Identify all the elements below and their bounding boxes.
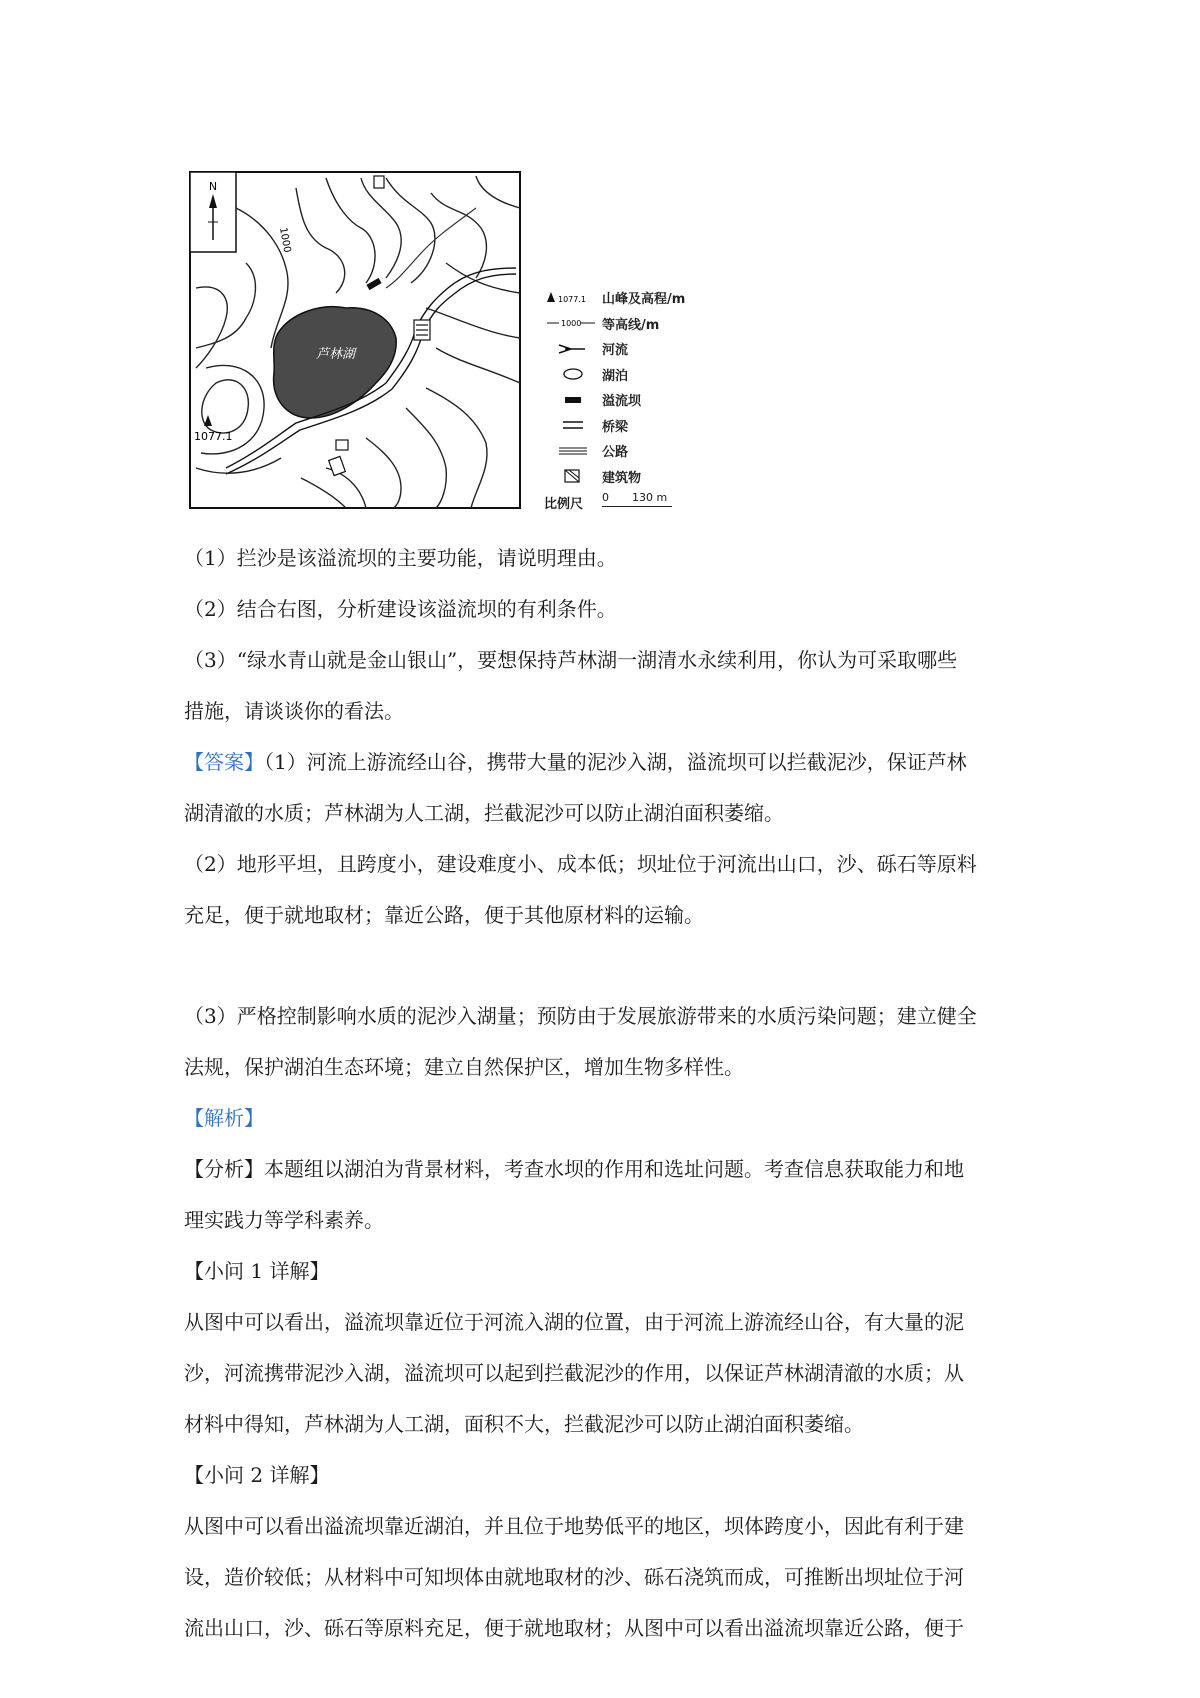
contour-symbol-icon (544, 313, 602, 333)
legend-item-bridge: 桥梁 (544, 413, 724, 439)
subquestion-1-heading: 【小问 1 详解】 (184, 1259, 330, 1283)
answer-1-line-1: 【答案】（1）河流上游流经山谷，携带大量的泥沙入湖，溢流坝可以拦截泥沙，保证芦林 (184, 750, 967, 774)
building-symbol-icon (544, 466, 602, 486)
answer-3-line-1: （3）严格控制影响水质的泥沙入湖量；预防由于发展旅游带来的水质污染问题；建立健全 (184, 1004, 977, 1028)
subquestion-2-line-3: 流出山口，沙、砾石等原料充足，便于就地取材；从图中可以看出溢流坝靠近公路，便于 (184, 1616, 964, 1640)
answer-2-line-2: 充足，便于就地取材；靠近公路，便于其他原材料的运输。 (184, 903, 704, 927)
svg-text:1000: 1000 (561, 319, 582, 329)
legend-item-dam: 溢流坝 (544, 387, 724, 413)
question-3-line-1: （3）“绿水青山就是金山银山”，要想保持芦林湖一湖清水永续利用，你认为可采取哪些 (184, 648, 958, 672)
topographic-map (186, 168, 526, 518)
question-1: （1）拦沙是该溢流坝的主要功能，请说明理由。 (184, 546, 617, 570)
lake-label: 芦林湖 (316, 347, 356, 362)
peak-label: 1077.1 (194, 430, 233, 443)
legend-item-contour: 1000 等高线/m (544, 311, 724, 337)
legend-scale: 比例尺 0 130 m (544, 489, 724, 515)
analysis-line-2: 理实践力等学科素养。 (184, 1208, 384, 1232)
subquestion-1-line-3: 材料中得知，芦林湖为人工湖，面积不大，拦截泥沙可以防止湖泊面积萎缩。 (184, 1412, 864, 1436)
analysis-line-1: 【分析】本题组以湖泊为背景材料，考查水坝的作用和选址问题。考查信息获取能力和地 (184, 1157, 964, 1181)
legend-item-river: 河流 (544, 336, 724, 362)
subquestion-2-line-1: 从图中可以看出溢流坝靠近湖泊，并且位于地势低平的地区，坝体跨度小，因此有利于建 (184, 1514, 964, 1538)
legend-item-peak: 1077.1 山峰及高程/m (544, 285, 724, 311)
answer-tag: 【答案】 (184, 750, 264, 774)
subquestion-1-line-1: 从图中可以看出，溢流坝靠近位于河流入湖的位置，由于河流上游流经山谷，有大量的泥 (184, 1310, 964, 1334)
peak-symbol-icon (544, 288, 602, 308)
answer-3-line-2: 法规，保护湖泊生态环境；建立自然保护区，增加生物多样性。 (184, 1055, 744, 1079)
svg-text:1077.1: 1077.1 (558, 294, 586, 304)
north-label: N (208, 180, 218, 193)
legend-item-road: 公路 (544, 438, 724, 464)
subquestion-2-heading: 【小问 2 详解】 (184, 1463, 330, 1487)
map-legend (544, 285, 724, 515)
question-3-line-2: 措施，请谈谈你的看法。 (184, 699, 404, 723)
lake-symbol-icon (544, 364, 602, 384)
road-symbol-icon (544, 441, 602, 461)
dam-symbol-icon (544, 390, 602, 410)
document-body (184, 533, 1029, 1654)
river-symbol-icon (544, 339, 602, 359)
analysis-tag: 【解析】 (184, 1106, 264, 1130)
question-2: （2）结合右图，分析建设该溢流坝的有利条件。 (184, 597, 617, 621)
legend-item-lake: 湖泊 (544, 362, 724, 388)
answer-2-line-1: （2）地形平坦，且跨度小，建设难度小、成本低；坝址位于河流出山口，沙、砾石等原料 (184, 852, 977, 876)
map-figure (186, 168, 716, 518)
subquestion-2-line-2: 设，造价较低；从材料中可知坝体由就地取材的沙、砾石浇筑而成，可推断出坝址位于河 (184, 1565, 964, 1589)
subquestion-1-line-2: 沙，河流携带泥沙入湖，溢流坝可以起到拦截泥沙的作用，以保证芦林湖清澈的水质；从 (184, 1361, 964, 1385)
legend-item-building: 建筑物 (544, 464, 724, 490)
contour-label: 1000 (277, 226, 293, 254)
answer-1-line-2: 湖清澈的水质；芦林湖为人工湖，拦截泥沙可以防止湖泊面积萎缩。 (184, 801, 784, 825)
scale-bar: 0 130 m (602, 492, 672, 512)
bridge-symbol-icon (544, 415, 602, 435)
